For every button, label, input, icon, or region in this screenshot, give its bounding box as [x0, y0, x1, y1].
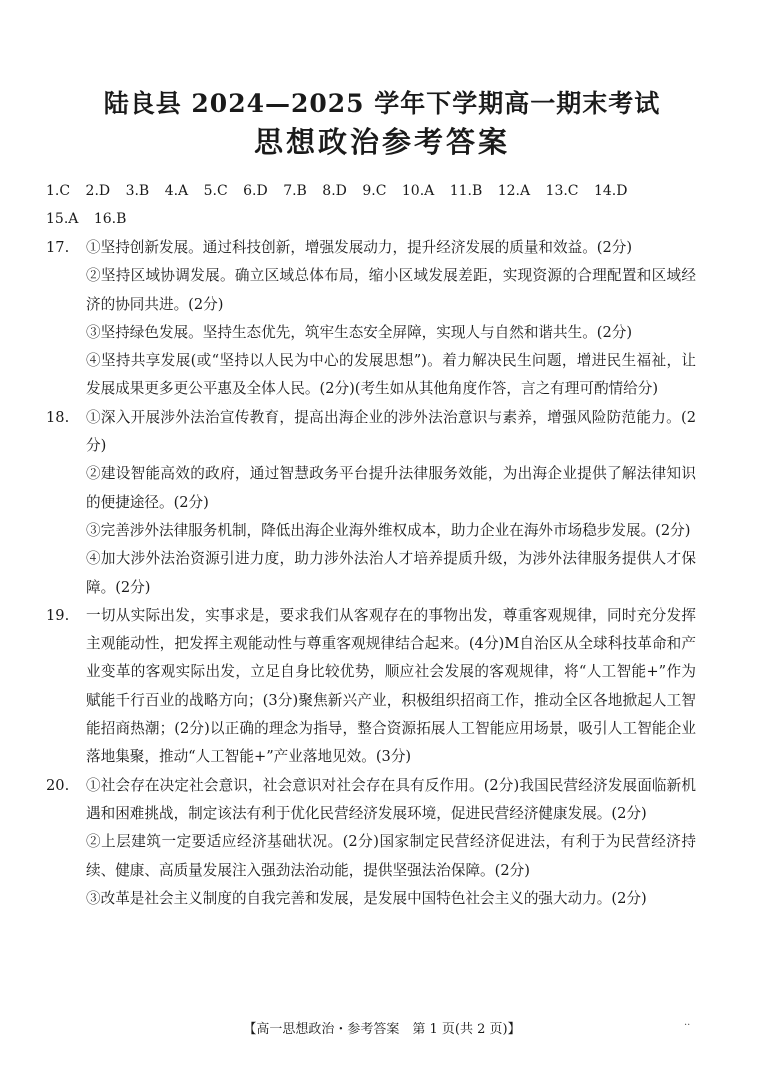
mc-answer: 15.A	[46, 211, 79, 227]
mc-answer: 6.D	[243, 183, 268, 199]
question-number: 17.	[46, 239, 70, 256]
mc-answer: 14.D	[593, 183, 628, 199]
question-17	[46, 234, 696, 404]
answer-point: ④坚持共享发展(或“坚持以人民为中心的发展思想”)。着力解决民生问题，增进民生福祉，让发展成果更多更公平惠及全体人民。(2分)(考生如从其他角度作答，言之有理可酌情给分)	[86, 352, 696, 398]
answer-point: ②上层建筑一定要适应经济基础状况。(2分)国家制定民营经济促进法，有利于为民营经济持续、健康、高质量发展注入强劲法治动能，提供坚强法治保障。(2分)	[86, 833, 696, 879]
question-number: 18.	[46, 408, 70, 426]
subjective-answers	[46, 234, 696, 913]
answer-point: ③坚持绿色发展。坚持生态优先，筑牢生态安全屏障，实现人与自然和谐共生。(2分)	[86, 323, 633, 341]
mc-answer: 16.B	[93, 211, 127, 227]
answer-point: ②建设智能高效的政府，通过智慧政务平台提升法律服务效能，为出海企业提供了解法律知识的便捷途径。(2分)	[86, 465, 696, 511]
answer-point: 一切从实际出发，实事求是，要求我们从客观存在的事物出发，尊重客观规律，同时充分发挥主观能动性，把发挥主观能动性与尊重客观规律结合起来。(4分)M自治区从全球科技革命和产业变革的客观实际出发，立足自身比较优势，顺应社会发展的客观规律，将“人工智能+”作为赋能千行百业的战略方向；(3分)聚焦新兴产业，积极组织招商工作，推动全区各地掀起人工智能招商热潮；(2分)以正确的理念为指导，整合资源拓展人工智能应用场景，吸引人工智能企业落地集聚，推动“人工智能+”产业落地见效。(3分)	[86, 606, 696, 766]
question-19	[46, 602, 696, 772]
question-20	[46, 772, 696, 913]
mc-answer: 13.C	[545, 183, 579, 199]
answer-point: ①坚持创新发展。通过科技创新，增强发展动力，提升经济发展的质量和效益。(2分)	[86, 239, 633, 256]
answer-point: ③完善涉外法律服务机制，降低出海企业海外维权成本，助力企业在海外市场稳步发展。(2分)	[86, 521, 691, 539]
answer-point: ①深入开展涉外法治宣传教育，提高出海企业的涉外法治意识与素养，增强风险防范能力。(2分)	[86, 408, 696, 455]
question-number: 19.	[46, 606, 70, 624]
mc-answer: 1.C	[46, 183, 71, 199]
mc-answers-row-1	[46, 181, 726, 201]
mc-answer: 9.C	[362, 183, 387, 199]
question-number: 20.	[46, 776, 70, 794]
answer-point: ②坚持区域协调发展。确立区域总体布局，缩小区域发展差距，实现资源的合理配置和区域经济的协同共进。(2分)	[86, 267, 696, 313]
mc-answer: 3.B	[125, 183, 150, 199]
exam-title: 陆良县 2024—2025 学年下学期高一期末考试	[103, 89, 661, 118]
mc-answer: 7.B	[283, 183, 307, 199]
mc-answer: 8.D	[322, 183, 347, 199]
answer-point: ①社会存在决定社会意识，社会意识对社会存在具有反作用。(2分)我国民营经济发展面临新机遇和困难挑战，制定该法有利于优化民营经济发展环境，促进民营经济健康发展。(2分)	[86, 776, 696, 822]
mc-answers-row-2	[46, 209, 726, 229]
mc-answer: 11.B	[449, 183, 483, 199]
mc-answer: 4.A	[164, 183, 189, 199]
question-18	[46, 404, 696, 602]
mc-answer: 10.A	[401, 183, 435, 199]
answer-key-title: 思想政治参考答案	[253, 125, 510, 159]
answer-point: ④加大涉外法治资源引进力度，助力涉外法治人才培养提质升级，为涉外法律服务提供人才保障。(2分)	[86, 550, 696, 596]
page-footer: 【高一思想政治・参考答案 第 1 页(共 2 页)】	[243, 1022, 521, 1037]
corner-mark: ··	[684, 1020, 691, 1031]
mc-answer: 2.D	[85, 183, 111, 199]
mc-answer: 12.A	[497, 183, 531, 199]
mc-answer: 5.C	[203, 183, 228, 199]
answer-point: ③改革是社会主义制度的自我完善和发展，是发展中国特色社会主义的强大动力。(2分)	[86, 889, 647, 907]
